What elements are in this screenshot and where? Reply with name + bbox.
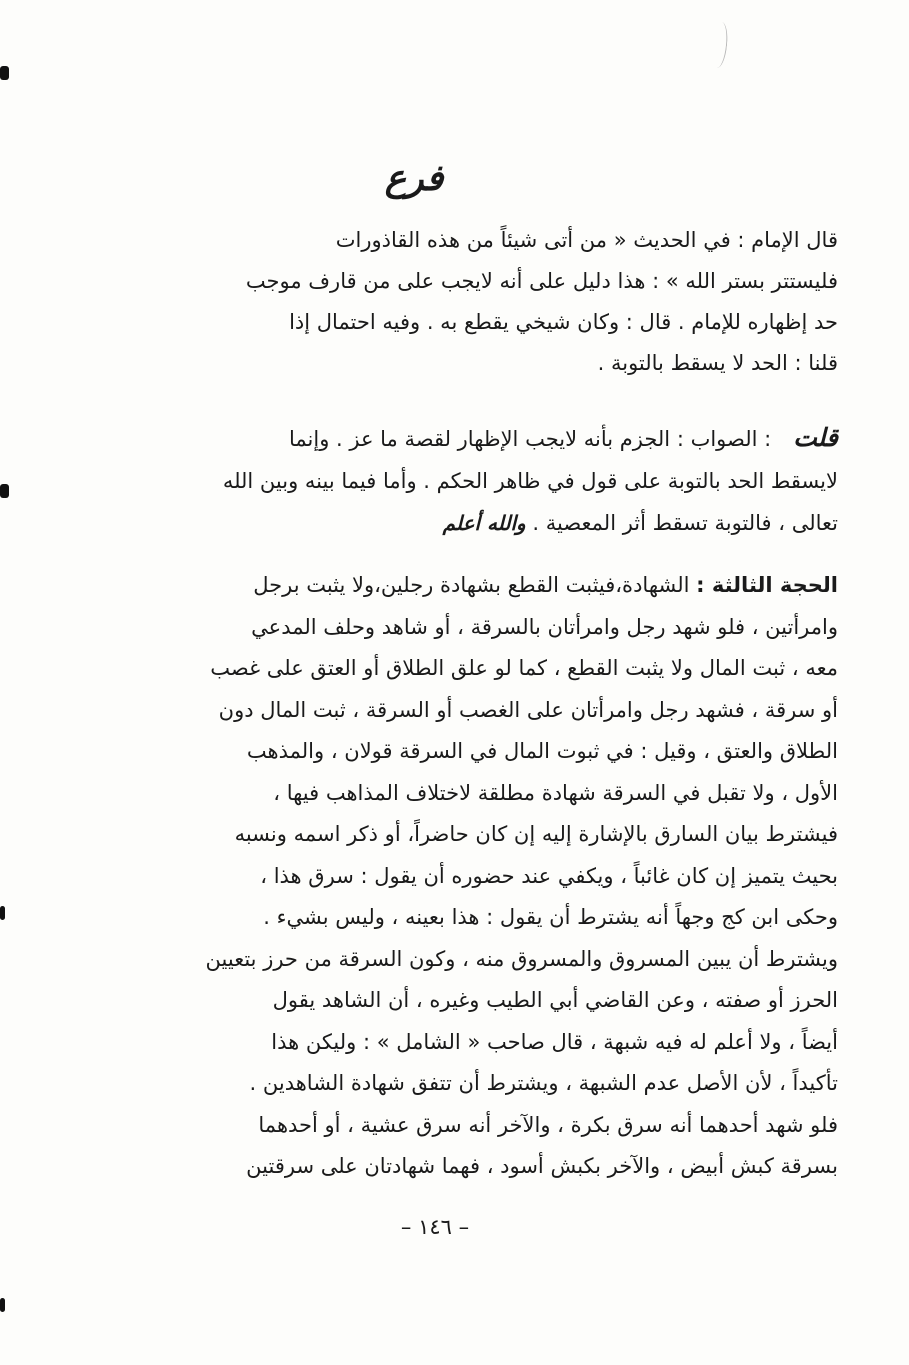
- text-line: الحرز أو صفته ، وعن القاضي أبي الطيب وغيره ، أن الشاهد يقول: [272, 988, 838, 1012]
- text-line-body: الشهادة،فيثبت القطع بشهادة رجلين،ولا يثبت برجل: [253, 573, 690, 597]
- text-line: معه ، ثبت المال ولا يثبت القطع ، كما لو علق الطلاق أو العتق على غصب: [210, 656, 838, 680]
- paragraph-lead: قلت: [793, 423, 838, 452]
- page-number: – ١٤٦ –: [400, 1215, 470, 1239]
- paragraph-lead: الحجة الثالثة :: [696, 573, 838, 597]
- text-line: [118, 417, 838, 460]
- text-line: فيشترط بيان السارق بالإشارة إليه إن كان حاضراً، أو ذكر اسمه ونسبه: [234, 822, 838, 846]
- binding-mark: [0, 66, 9, 80]
- section-heading: فرع: [384, 157, 444, 199]
- text-line-body: : الصواب : الجزم بأنه لايجب الإظهار لقصة ما عز . وإنما: [288, 427, 772, 451]
- text-line: أيضاً ، ولا أعلم له فيه شبهة ، قال صاحب « الشامل » : وليكن هذا: [271, 1029, 838, 1054]
- text-line: [118, 565, 838, 607]
- closing-formula: والله أعلم: [442, 511, 526, 535]
- text-line: لايسقط الحد بالتوبة على قول في ظاهر الحكم . وأما فيما بينه وبين الله: [222, 469, 838, 493]
- text-line: فليستتر بستر الله » : هذا دليل على أنه لايجب على من قارف موجب: [245, 269, 838, 293]
- text-line: الأول ، ولا تقبل في السرقة شهادة مطلقة لاختلاف المذاهب فيها ،: [273, 780, 838, 805]
- paragraph-author-note: [118, 417, 838, 544]
- binding-mark: [0, 484, 9, 498]
- text-line: قال الإمام : في الحديث « من أتى شيئاً من هذه القاذورات: [335, 228, 838, 252]
- text-line: حد إظهاره للإمام . قال : وكان شيخي يقطع به . وفيه احتمال إذا: [289, 310, 838, 334]
- text-line: وامرأتين ، فلو شهد رجل وامرأتان بالسرقة ، أو شاهد وحلف المدعي: [251, 614, 838, 639]
- text-line: ويشترط أن يبين المسروق والمسروق منه ، وكون السرقة من حرز بتعيين: [205, 946, 838, 971]
- text-line: الطلاق والعتق ، وقيل : في ثبوت المال في السرقة قولان ، والمذهب: [246, 739, 838, 763]
- text-line: تأكيداً ، لأن الأصل عدم الشبهة ، ويشترط أن تتفق شهادة الشاهدين .: [249, 1071, 838, 1095]
- binding-mark: [0, 906, 5, 920]
- binding-mark: [0, 1298, 5, 1312]
- paragraph-third-proof: [118, 565, 838, 1188]
- pencil-mark: [710, 21, 730, 68]
- text-line: بسرقة كبش أبيض ، والآخر بكبش أسود ، فهما شهادتان على سرقتين: [246, 1154, 838, 1178]
- text-line: أو سرقة ، فشهد رجل وامرأتان على الغصب أو السرقة ، ثبت المال دون: [218, 697, 838, 722]
- text-line: وحكى ابن كج وجهاً أنه يشترط أن يقول : هذا بعينه ، وليس بشيء .: [263, 905, 838, 929]
- text-line-body: تعالى ، فالتوبة تسقط أثر المعصية .: [532, 511, 838, 535]
- text-line: فلو شهد أحدهما أنه سرق بكرة ، والآخر أنه سرق عشية ، أو أحدهما: [258, 1112, 838, 1137]
- paragraph-imam-quote: [118, 220, 838, 384]
- text-line: بحيث يتميز إن كان غائباً ، ويكفي عند حضوره أن يقول : سرق هذا ،: [260, 863, 838, 888]
- text-line: قلنا : الحد لا يسقط بالتوبة .: [597, 351, 838, 375]
- text-line: [118, 502, 838, 544]
